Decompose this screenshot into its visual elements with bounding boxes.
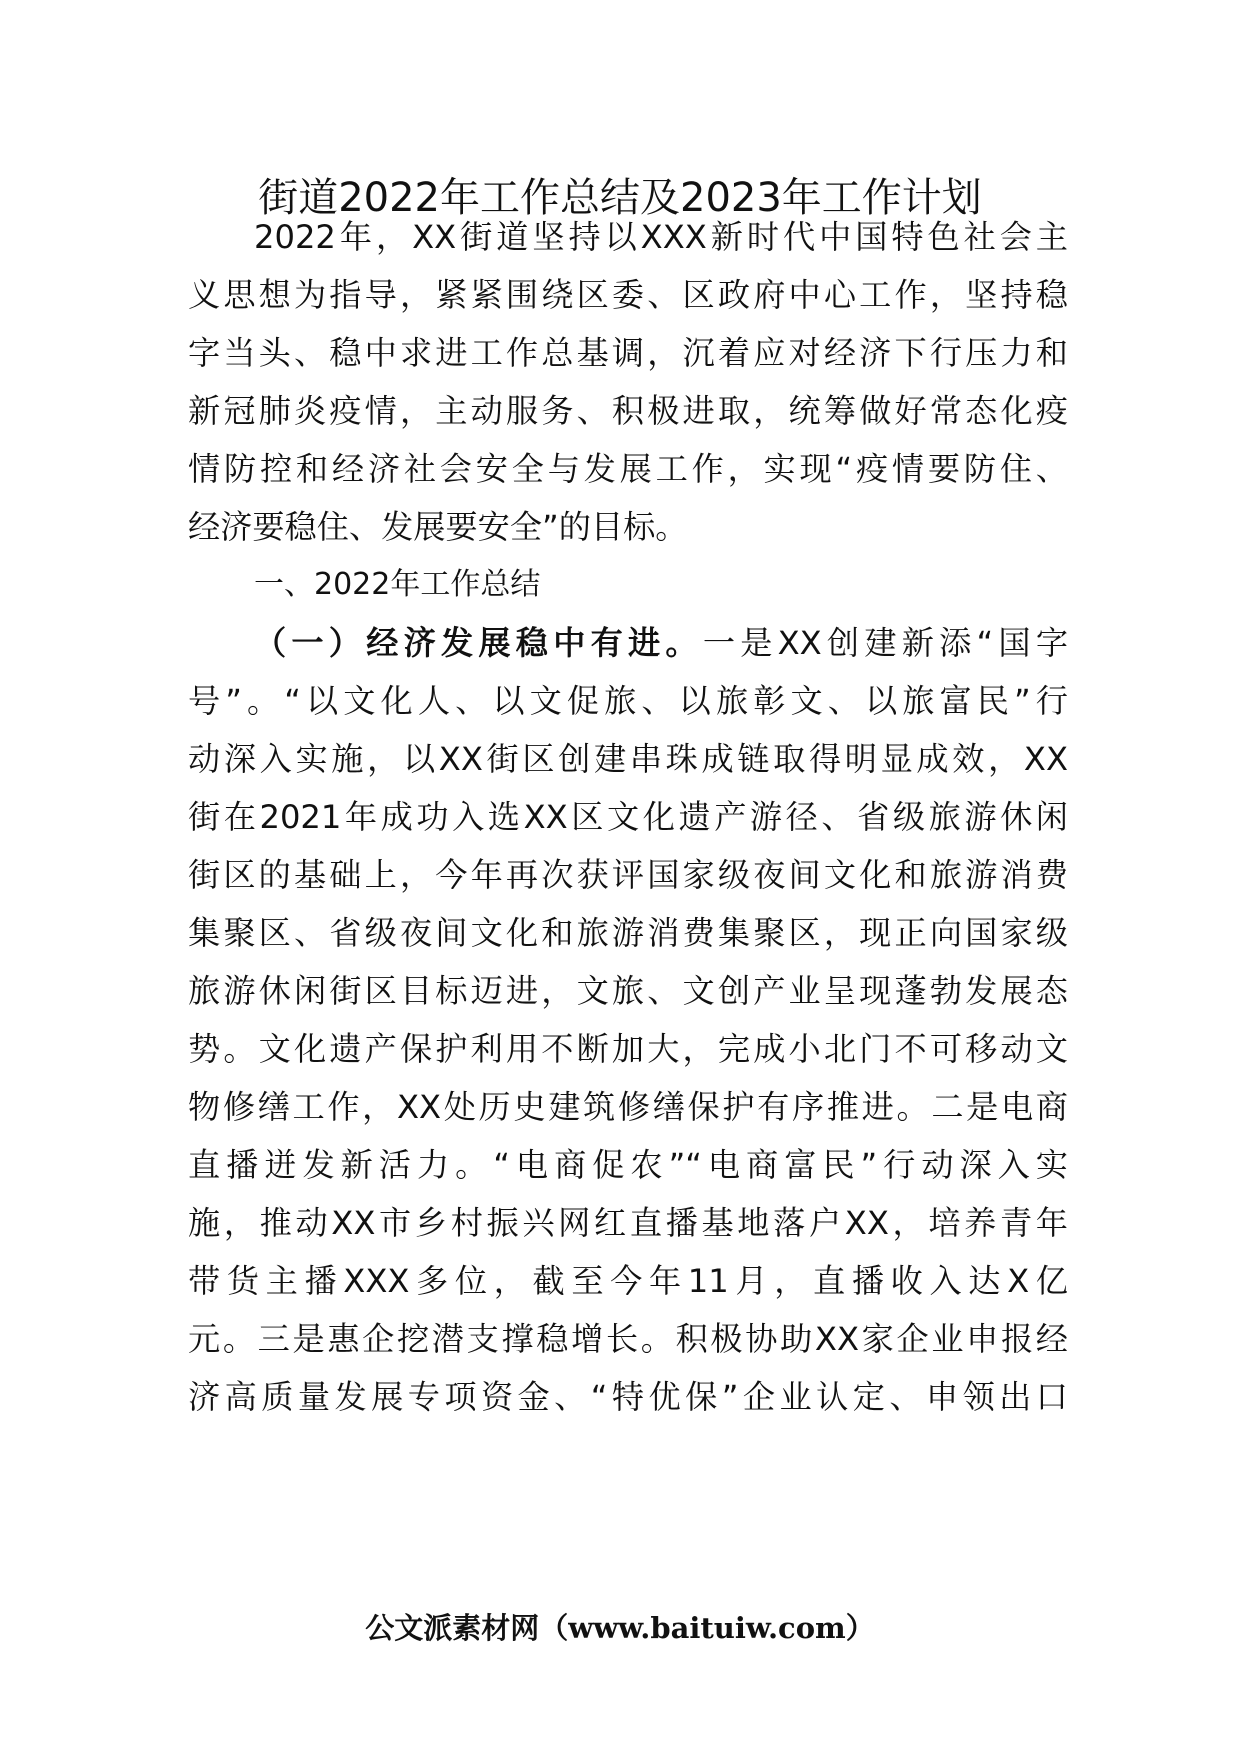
body-line: 街在2021年成功入选XX区文化遗产游径、省级旅游休闲: [188, 798, 1068, 836]
document-title: 街道2022年工作总结及2023年工作计划: [258, 175, 982, 221]
body-line: 街区的基础上，今年再次获评国家级夜间文化和旅游消费: [188, 856, 1068, 894]
body-line: 元。三是惠企挖潜支撑稳增长。积极协助XX家企业申报经: [188, 1320, 1068, 1358]
subsection-title: （一）经济发展稳中有进。: [254, 624, 703, 662]
intro-line: 2022年，XX街道坚持以XXX新时代中国特色社会主: [254, 218, 1068, 256]
subsection-first-line: [188, 620, 1068, 666]
intro-line: 字当头、稳中求进工作总基调，沉着应对经济下行压力和: [188, 334, 1068, 372]
body-line: 势。文化遗产保护利用不断加大，完成小北门不可移动文: [188, 1030, 1068, 1068]
body-line: 物修缮工作，XX处历史建筑修缮保护有序推进。二是电商: [188, 1088, 1068, 1126]
body-line: 号”。“以文化人、以文促旅、以旅彰文、以旅富民”行: [188, 682, 1068, 720]
intro-line: 义思想为指导，紧紧围绕区委、区政府中心工作，坚持稳: [188, 276, 1068, 314]
subsection-first-line-rest: 一是XX创建新添“国字: [702, 624, 1069, 662]
body-line: 济高质量发展专项资金、“特优保”企业认定、申领出口: [188, 1378, 1068, 1416]
section-heading: 一、2022年工作总结: [254, 567, 541, 602]
body-line: 动深入实施，以XX街区创建串珠成链取得明显成效，XX: [188, 740, 1068, 778]
footer-site-credit: 公文派素材网（www.baituiw.com）: [365, 1611, 875, 1645]
intro-line: 经济要稳住、发展要安全”的目标。: [188, 508, 688, 546]
body-line: 施，推动XX市乡村振兴网红直播基地落户XX，培养青年: [188, 1204, 1068, 1242]
body-line: 旅游休闲街区目标迈进，文旅、文创产业呈现蓬勃发展态: [188, 972, 1068, 1010]
body-line: 集聚区、省级夜间文化和旅游消费集聚区，现正向国家级: [188, 914, 1068, 952]
intro-line: 情防控和经济社会安全与发展工作，实现“疫情要防住、: [188, 450, 1068, 488]
intro-line: 新冠肺炎疫情，主动服务、积极进取，统筹做好常态化疫: [188, 392, 1068, 430]
body-line: 直播迸发新活力。“电商促农”“电商富民”行动深入实: [188, 1146, 1068, 1184]
body-line: 带货主播XXX多位，截至今年11月，直播收入达X亿: [188, 1262, 1068, 1300]
